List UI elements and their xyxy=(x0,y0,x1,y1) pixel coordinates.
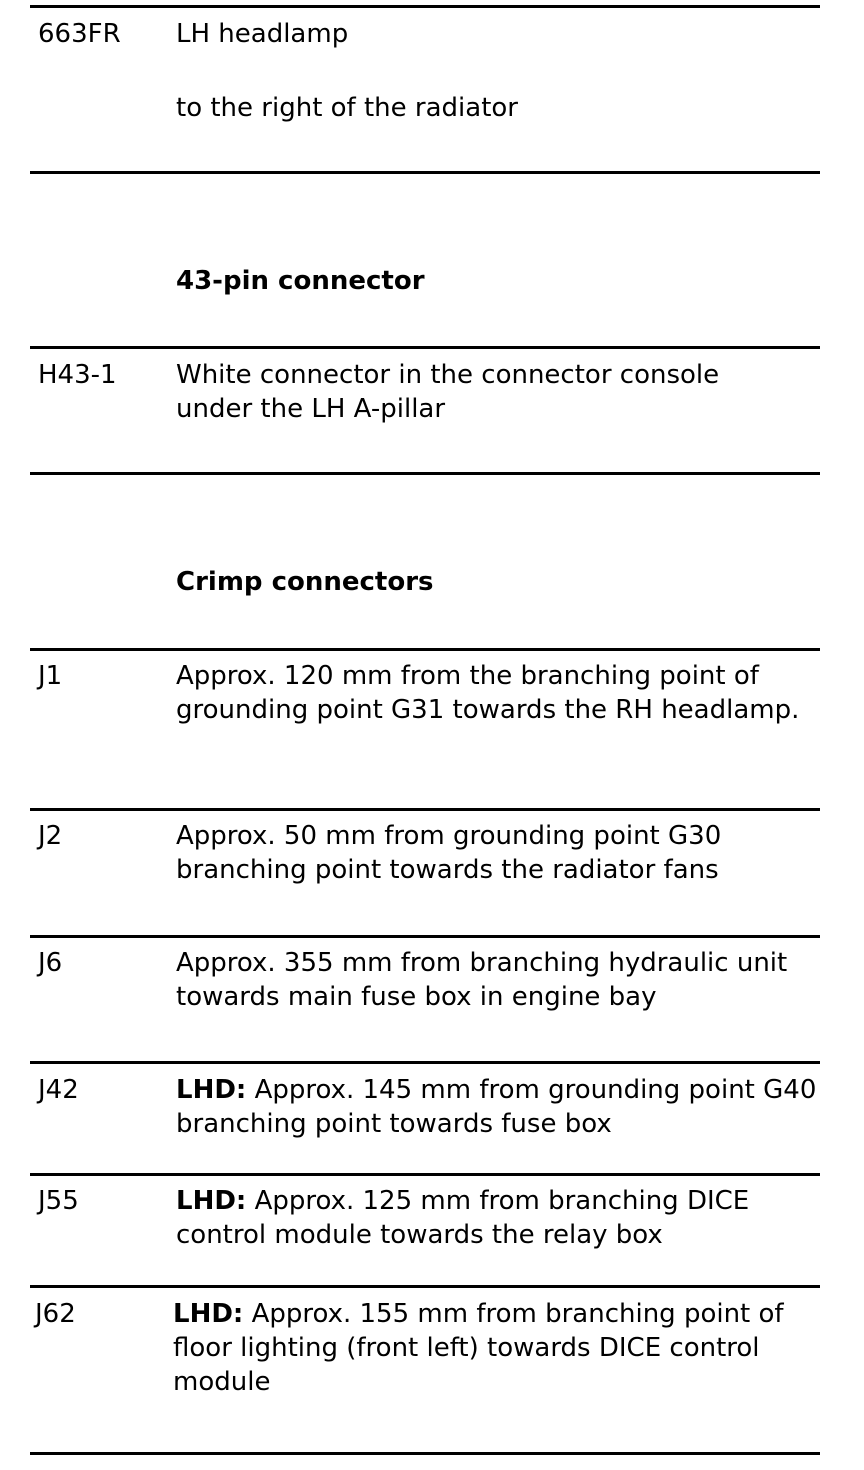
entry-description: Approx. 50 mm from grounding point G30 branching point towards the radiator fans xyxy=(176,821,722,885)
entry-text: Approx. 125 mm from branching DICE control module towards the relay box xyxy=(176,1186,750,1250)
entry-description xyxy=(176,1184,816,1252)
entry-code: J42 xyxy=(38,1075,79,1105)
entry-description: Approx. 120 mm from the branching point of grounding point G31 towards the RH headlamp. xyxy=(176,661,800,725)
divider xyxy=(30,1285,820,1288)
entry-text: Approx. 145 mm from grounding point G40 branching point towards fuse box xyxy=(176,1075,817,1139)
divider xyxy=(30,808,820,811)
divider xyxy=(30,171,820,174)
lhd-label: LHD: xyxy=(173,1299,244,1329)
entry-code: J6 xyxy=(38,948,63,978)
divider xyxy=(30,1061,820,1064)
divider xyxy=(30,5,820,8)
divider xyxy=(30,648,820,651)
divider xyxy=(30,935,820,938)
entry-description xyxy=(176,1073,821,1141)
section-heading-43-pin-connector: 43-pin connector xyxy=(176,266,425,296)
entry-code: J2 xyxy=(38,821,63,851)
entry-code: H43-1 xyxy=(38,360,117,390)
divider xyxy=(30,1173,820,1176)
divider xyxy=(30,1452,820,1455)
entry-code: J1 xyxy=(38,661,63,691)
entry-text: Approx. 155 mm from branching point of floor lighting (front left) towards DICE control module xyxy=(173,1299,784,1397)
section-heading-crimp-connectors: Crimp connectors xyxy=(176,567,434,597)
lhd-label: LHD: xyxy=(176,1186,247,1216)
entry-description xyxy=(173,1297,813,1399)
lhd-label: LHD: xyxy=(176,1075,247,1105)
divider xyxy=(30,472,820,475)
entry-code: J55 xyxy=(38,1186,79,1216)
entry-code: J62 xyxy=(35,1299,76,1329)
entry-code: 663FR xyxy=(38,19,121,49)
divider xyxy=(30,346,820,349)
entry-description: Approx. 355 mm from branching hydraulic unit towards main fuse box in engine bay xyxy=(176,948,788,1012)
entry-description: LH headlamp xyxy=(176,19,349,49)
entry-description: White connector in the connector console under the LH A-pillar xyxy=(176,360,720,424)
entry-description: to the right of the radiator xyxy=(176,93,518,123)
